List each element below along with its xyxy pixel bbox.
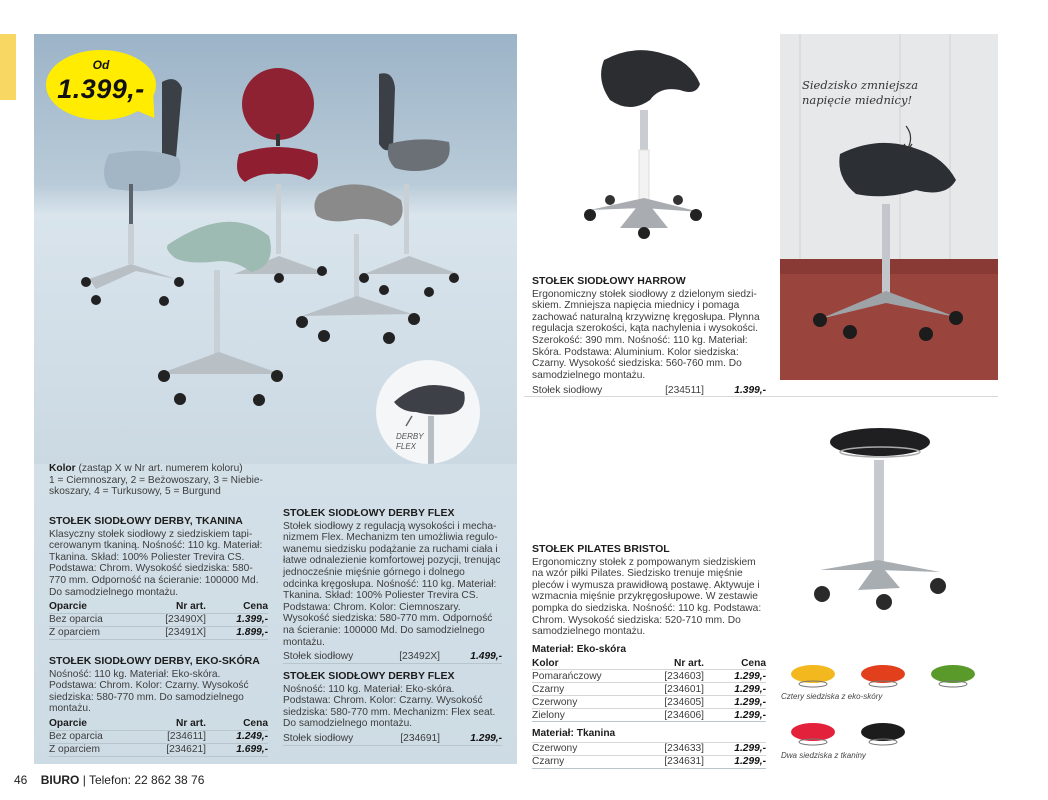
row-nr: [234621] xyxy=(136,743,216,756)
footer-separator: | xyxy=(82,773,86,787)
table-row[interactable] xyxy=(532,709,766,722)
fabric-seat-illustrations xyxy=(785,720,925,750)
row-name: Pomarańczowy xyxy=(532,670,638,683)
col-header-nr: Nr art. xyxy=(175,601,206,613)
color-key-options: 1 = Ciemnoszary, 2 = Beżowoszary, 3 = Niebieskoszary, 4 = Turkusowy, 5 = Burgund xyxy=(49,474,263,498)
row-nr: [234633] xyxy=(619,742,714,755)
harrow-photo-note xyxy=(802,78,918,108)
table-row[interactable] xyxy=(283,651,502,664)
row-price: 1.299,- xyxy=(714,709,766,722)
derby-flex-label-line2: FLEX xyxy=(396,442,417,451)
table-row[interactable] xyxy=(49,743,268,756)
price-table xyxy=(49,718,268,757)
table-row[interactable] xyxy=(49,614,268,627)
section-divider xyxy=(524,396,998,397)
row-name: Stołek siodłowy xyxy=(283,733,381,746)
row-nr: [234691] xyxy=(381,733,450,746)
photo-note-line1: Siedzisko zmniejsza xyxy=(802,78,919,92)
row-nr: [23490X] xyxy=(135,614,216,627)
bristol-stool-illustration xyxy=(800,420,970,620)
row-nr: [23492X] xyxy=(380,651,450,664)
seat-swatch-fabric-black xyxy=(861,723,905,741)
row-price: 1.299,- xyxy=(450,733,502,746)
table-row[interactable] xyxy=(283,733,502,746)
row-nr: [234631] xyxy=(619,755,714,768)
caption-fabric-seats: Dwa siedziska z tkaniny xyxy=(781,751,866,760)
price-table xyxy=(49,601,268,640)
material-fabric-heading: Materiał: Tkanina xyxy=(532,728,616,740)
row-name: Bez oparcia xyxy=(49,614,135,627)
table-row[interactable] xyxy=(532,755,766,768)
derby-chairs-photo xyxy=(34,34,517,464)
price-table-fabric xyxy=(532,742,766,769)
harrow-lifestyle-photo xyxy=(780,34,998,380)
color-key-label: Kolor xyxy=(49,463,76,474)
row-name: Bez oparcia xyxy=(49,730,136,743)
price-table xyxy=(283,651,502,664)
row-price: 1.299,- xyxy=(714,742,766,755)
promo-price: 1.399,- xyxy=(57,74,145,104)
table-row[interactable] xyxy=(532,696,766,709)
phone-number: Telefon: 22 862 38 76 xyxy=(88,773,205,787)
flex-seat-illustration xyxy=(376,360,480,464)
promo-prefix: Od xyxy=(92,58,110,72)
table-row[interactable] xyxy=(532,683,766,696)
photo-note-line2: napięcie miednicy! xyxy=(802,93,913,107)
row-name: Zielony xyxy=(532,709,638,722)
bristol-product-image xyxy=(800,420,970,620)
product-title: STOŁEK SIODŁOWY DERBY, TKANINA xyxy=(49,515,243,527)
section-tab-marker xyxy=(0,34,16,100)
row-name: Z oparciem xyxy=(49,627,135,640)
seat-swatch-green xyxy=(931,665,975,683)
product-title: STOŁEK SIODŁOWY DERBY, EKO-SKÓRA xyxy=(49,655,260,667)
product-derby-flex-tkanina xyxy=(283,508,502,664)
row-price: 1.399,- xyxy=(714,384,766,397)
table-row[interactable] xyxy=(532,670,766,683)
col-header-cena: Cena xyxy=(243,718,268,730)
derby-flex-inset xyxy=(376,360,480,464)
row-name: Czerwony xyxy=(532,742,619,755)
table-row[interactable] xyxy=(49,627,268,640)
row-price: 1.899,- xyxy=(216,627,268,640)
row-price: 1.399,- xyxy=(216,614,268,627)
col-header-cena: Cena xyxy=(243,601,268,613)
derby-product-panel xyxy=(34,34,517,764)
product-derby-tkanina xyxy=(49,516,268,640)
harrow-product-image xyxy=(560,40,710,250)
col-header-oparcie: Oparcie xyxy=(49,718,87,730)
row-price: 1.299,- xyxy=(714,696,766,709)
price-table-eco xyxy=(532,657,766,722)
product-harrow xyxy=(532,276,766,397)
product-description: Stołek siodłowy z regulacją wysokości i mechanizmem Flex. Mechanizm ten umożliwia regulowanemu siedzisku podążanie za ruchami ciała i łatwe odnalezienie komfortowej pozycji, trenując jednocześnie mięśnie górnego i dolnego odcinka kręgosłupa. Nośność: 110 kg. Materiał: Tkanina. Skład: 100% Poliester Trevira CS. Podstawa: Chrom. Kolor: Ciemnoszary. Wysokość siedziska: 580-770 mm. Odporność na ścieranie: 100000 Md. Do samodzielnego montażu. xyxy=(283,520,501,648)
product-title: STOŁEK PILATES BRISTOL xyxy=(532,543,670,555)
product-pilates-bristol xyxy=(532,544,766,769)
color-key xyxy=(49,463,274,498)
derby-flex-label-line1: DERBY xyxy=(396,432,424,441)
product-description: Klasyczny stołek siodłowy z siedziskiem tapicerowanym tkaniną. Nośność: 110 kg. Materiał: Tkanina. Skład: 100% Poliester Trevira CS. Podstawa: Chrom. Wysokość siedziska: 580-770 mm. Odporność na ścieranie: 100000 Md. Do samodzielnego montażu. xyxy=(49,528,263,598)
row-nr: [23491X] xyxy=(135,627,216,640)
seat-swatch-red xyxy=(861,665,905,683)
harrow-stool-illustration xyxy=(560,40,710,250)
table-row[interactable] xyxy=(532,742,766,755)
col-header-cena: Cena xyxy=(741,657,766,669)
col-header-kolor: Kolor xyxy=(532,657,559,669)
product-description: Ergonomiczny stołek z pompowanym siedziskiem na wzór piłki Pilates. Siedzisko trenuje mięśnie pleców i wymusza prawidłową postawę. Aktywuje i wzmacnia mięśnie przykręgosłupowe. W zestawie pompka do siedziska. Nośność: 110 kg. Podstawa: Chrom. Wysokość siedziska: 520-710 mm. Do samodzielnego montażu. xyxy=(532,556,762,638)
row-name: Stołek siodłowy xyxy=(532,384,639,397)
row-nr: [234511] xyxy=(639,384,714,397)
section-name: BIURO xyxy=(40,773,80,787)
col-header-nr: Nr art. xyxy=(673,657,704,669)
row-name: Czarny xyxy=(532,755,619,768)
product-description: Nośność: 110 kg. Materiał: Eko-skóra. Podstawa: Chrom. Kolor: Czarny. Wysokość siedziska: 580-770 mm. Do samodzielnego montażu. xyxy=(49,668,249,715)
row-nr: [234605] xyxy=(638,696,714,709)
product-derby-flex-ekoskora xyxy=(283,671,502,746)
product-description: Nośność: 110 kg. Materiał: Eko-skóra. Podstawa: Chrom. Kolor: Czarny. Wysokość siedziska: 580-770 mm. Mechanizm: Flex seat. Do samodzielnego montażu. xyxy=(283,683,496,730)
product-title: STOŁEK SIODŁOWY HARROW xyxy=(532,275,686,287)
row-price: 1.299,- xyxy=(714,670,766,683)
product-title: STOŁEK SIODŁOWY DERBY FLEX xyxy=(283,670,455,682)
color-key-note: (zastąp X w Nr art. numerem koloru) xyxy=(78,463,243,474)
col-header-nr: Nr art. xyxy=(175,718,206,730)
fabric-seat-swatches xyxy=(785,720,925,750)
product-derby-ekoskora xyxy=(49,656,268,757)
seat-swatch-fabric-red xyxy=(791,723,835,741)
derby-flex-label xyxy=(396,432,424,452)
row-nr: [234611] xyxy=(136,730,216,743)
row-nr: [234603] xyxy=(638,670,714,683)
seat-swatch-orange xyxy=(791,665,835,683)
row-price: 1.699,- xyxy=(216,743,268,756)
product-description: Ergonomiczny stołek siodłowy z dzielonym siedziskiem. Zmniejsza napięcia miednicy i pomaga zachować naturalną krzywiznę kręgosłupa. Płynna regulacja szerokości, kąta nachylenia i wysokości. Szerokość: 390 mm. Nośność: 110 kg. Materiał: Skóra. Podstawa: Aluminium. Kolor siedziska: Czarny. Wysokość siedziska: 560-760 mm. Do samodzielnego montażu. xyxy=(532,288,760,381)
row-price: 1.499,- xyxy=(450,651,502,664)
product-title: STOŁEK SIODŁOWY DERBY FLEX xyxy=(283,507,455,519)
row-price: 1.299,- xyxy=(714,755,766,768)
eco-seat-illustrations xyxy=(785,662,985,692)
row-nr: [234601] xyxy=(638,683,714,696)
page-footer xyxy=(14,773,204,787)
col-header-oparcie: Oparcie xyxy=(49,601,87,613)
page-number: 46 xyxy=(14,773,28,787)
row-price: 1.299,- xyxy=(714,683,766,696)
row-name: Czarny xyxy=(532,683,638,696)
row-nr: [234606] xyxy=(638,709,714,722)
row-name: Z oparciem xyxy=(49,743,136,756)
table-row[interactable] xyxy=(532,384,766,397)
caption-eco-seats: Cztery siedziska z eko-skóry xyxy=(781,692,883,701)
row-name: Stołek siodłowy xyxy=(283,651,380,664)
material-eco-heading: Materiał: Eko-skóra xyxy=(532,643,626,655)
eco-seat-swatches xyxy=(785,662,985,692)
price-table xyxy=(283,733,502,746)
row-price: 1.249,- xyxy=(216,730,268,743)
row-name: Czerwony xyxy=(532,696,638,709)
table-row[interactable] xyxy=(49,730,268,743)
